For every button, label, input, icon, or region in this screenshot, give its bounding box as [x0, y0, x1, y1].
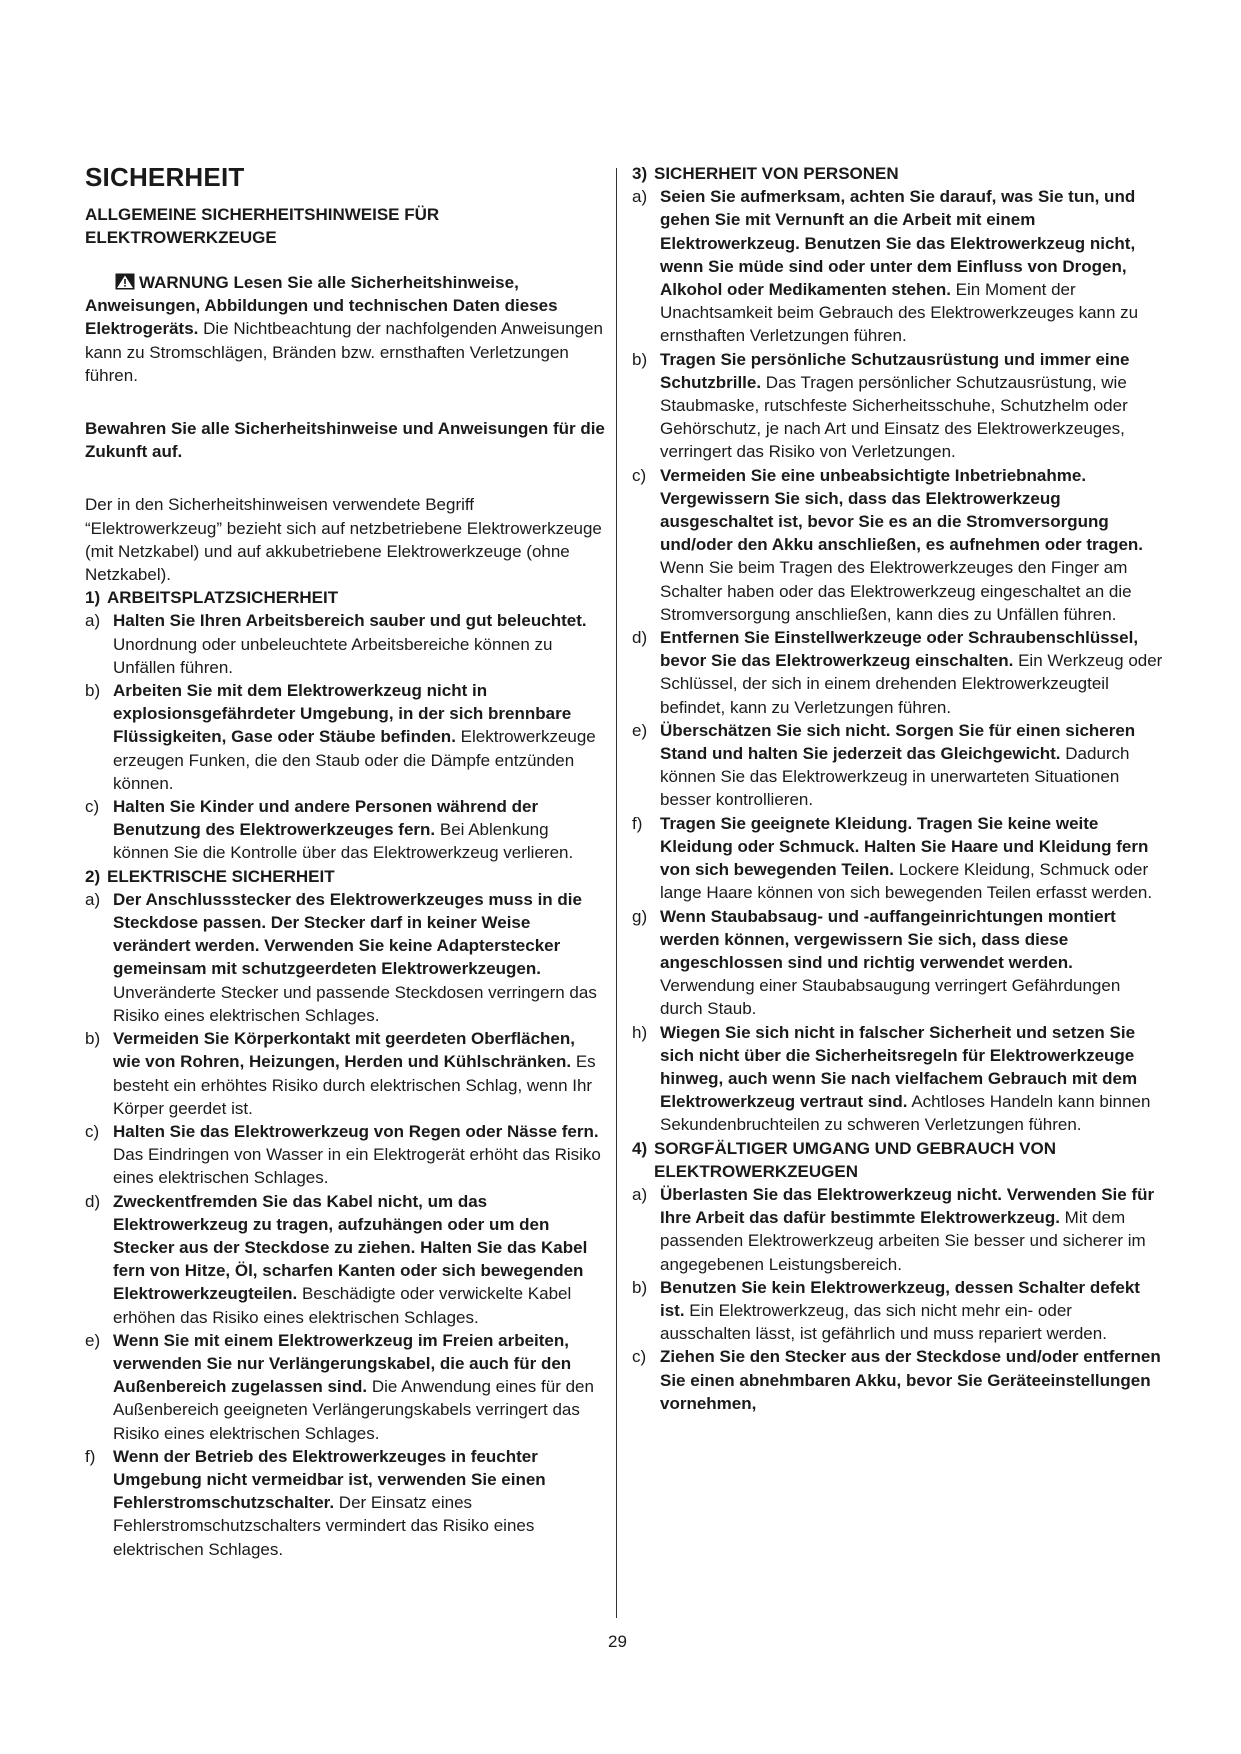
list-item: h) Wiegen Sie sich nicht in falscher Sicherheit und setzen Sie sich nicht über die Sicherheitsregeln für Elektrowerkzeuge hinweg, auch wenn Sie nach vielfachem Gebrauch mit dem Elektrowerkzeug vertraut sind. Achtloses Handeln kann binnen Sekundenbruchteilen zu schweren Verletzungen führen. — [632, 1022, 1151, 1135]
list-item: f) Wenn der Betrieb des Elektrowerkzeuges in feuchter Umgebung nicht vermeidbar ist, verwenden Sie einen Fehlerstromschutzschalter. Der Einsatz eines Fehlerstromschutzschalters vermindert das Risiko eines elektrischen Schlages. — [85, 1446, 546, 1559]
warning-paragraph: WARNUNG Lesen Sie alle Sicherheitshinweise, Anweisungen, Abbildungen und technischen Daten dieses Elektrogeräts. Die Nichtbeachtung der nachfolgenden Anweisungen kann zu Stromschlägen, Bränden bzw. ernsthaften Verletzungen führen. — [85, 273, 603, 385]
warning-triangle-icon — [115, 273, 135, 290]
list-item: a) Überlasten Sie das Elektrowerkzeug nicht. Verwenden Sie für Ihre Arbeit das dafür bestimmte Elektrowerkzeug. Mit dem passenden Elektrowerkzeug arbeiten Sie besser und sicherer im angegebenen Leistungsbereich. — [632, 1184, 1155, 1274]
list-item: d) Entfernen Sie Einstellwerkzeuge oder Schraubenschlüssel, bevor Sie das Elektrowerkzeug einschalten. Ein Werkzeug oder Schlüssel, der sich in einem drehenden Elektrowerkzeugteil befindet, kann zu Verletzungen führen. — [632, 628, 1163, 717]
section-title: SICHERHEIT — [85, 162, 245, 192]
column-divider — [616, 168, 617, 1618]
section-heading-2: 2) ELEKTRISCHE SICHERHEIT — [85, 866, 335, 886]
list-item: c) Halten Sie das Elektrowerkzeug von Regen oder Nässe fern. Das Eindringen von Wasser in ein Elektrogerät erhöht das Risiko eines elektrischen Schlages. — [85, 1121, 601, 1188]
list-item: c) Halten Sie Kinder und andere Personen während der Benutzung des Elektrowerkzeuges fern. Bei Ablenkung können Sie die Kontrolle über das Elektrowerkzeug verlieren. — [85, 797, 574, 863]
list-item: a) Der Anschlussstecker des Elektrowerkzeuges muss in die Steckdose passen. Der Stecker darf in keiner Weise verändert werden. Verwenden Sie keine Adapterstecker gemeinsam mit schutzgeerdeten Elektrowerkzeugen. Unveränderte Stecker und passende Steckdosen verringern das Risiko eines elektrischen Schlages. — [85, 889, 597, 1025]
list-item: e) Überschätzen Sie sich nicht. Sorgen Sie für einen sicheren Stand und halten Sie jederzeit das Gleichgewicht. Dadurch können Sie das Elektrowerkzeug in unerwarteten Situationen besser kontrollieren. — [632, 720, 1136, 810]
list-item: b) Benutzen Sie kein Elektrowerkzeug, dessen Schalter defekt ist. Ein Elektrowerkzeug, das sich nicht mehr ein- oder ausschalten lässt, ist gefährlich und muss repariert werden. — [632, 1277, 1140, 1344]
page-number: 29 — [608, 1632, 627, 1651]
list-item: b) Vermeiden Sie Körperkontakt mit geerdeten Oberflächen, wie von Rohren, Heizungen, Herden und Kühlschränken. Es besteht ein erhöhtes Risiko durch elektrischen Schlag, wenn Ihr Körper geerdet ist. — [85, 1029, 596, 1118]
list-item: e) Wenn Sie mit einem Elektrowerkzeug im Freien arbeiten, verwenden Sie nur Verlängerungskabel, die auch für den Außenbereich zugelassen sind. Die Anwendung eines für den Außenbereich geeigneten Verlängerungskabels verringert das Risiko eines elektrischen Schlages. — [85, 1330, 594, 1443]
section-heading-1: 1) ARBEITSPLATZSICHERHEIT — [85, 588, 339, 608]
list-item: f) Tragen Sie geeignete Kleidung. Tragen Sie keine weite Kleidung oder Schmuck. Halten Sie Haare und Kleidung fern von sich bewegenden Teilen. Lockere Kleidung, Schmuck oder lange Haare können von sich bewegenden Teilen erfasst werden. — [632, 813, 1153, 903]
left-column — [85, 162, 605, 1561]
term-definition: Der in den Sicherheitshinweisen verwendete Begriff “Elektrowerkzeug” bezieht sich auf netzbetriebene Elektrowerkzeuge (mit Netzkabel) und auf akkubetriebene Elektrowerkzeuge (ohne Netzkabel). — [85, 495, 602, 585]
list-item: g) Wenn Staubabsaug- und -auffangeinrichtungen montiert werden können, vergewissern Sie sich, dass diese angeschlossen sind und richtig verwendet werden. Verwendung einer Staubabsaugung verringert Gefährdungen durch Staub. — [632, 906, 1121, 1019]
list-item: d) Zweckentfremden Sie das Kabel nicht, um das Elektrowerkzeug zu tragen, aufzuhängen oder um den Stecker aus der Steckdose zu ziehen. Halten Sie das Kabel fern von Hitze, Öl, scharfen Kanten oder sich bewegenden Elektrowerkzeugteilen. Beschädigte oder verwickelte Kabel erhöhen das Risiko eines elektrischen Schlages. — [85, 1191, 588, 1327]
list-item: c) Ziehen Sie den Stecker aus der Steckdose und/oder entfernen Sie einen abnehmbaren Akku, bevor Sie Geräteeinstellungen vornehmen, — [632, 1347, 1161, 1413]
right-column — [632, 162, 1164, 1415]
list-item: b) Arbeiten Sie mit dem Elektrowerkzeug nicht in explosionsgefährdeter Umgebung, in der sich brennbare Flüssigkeiten, Gase oder Stäube befinden. Elektrowerkzeuge erzeugen Funken, die den Staub oder die Dämpfe entzünden können. — [85, 681, 596, 793]
list-item: b) Tragen Sie persönliche Schutzausrüstung und immer eine Schutzbrille. Das Tragen persönlicher Schutzausrüstung, wie Staubmaske, rutschfeste Sicherheitsschuhe, Schutzhelm oder Gehörschutz, je nach Art und Einsatz des Elektrowerkzeuges, verringert das Risiko von Verletzungen. — [632, 349, 1130, 462]
list-item: c) Vermeiden Sie eine unbeabsichtigte Inbetriebnahme. Vergewissern Sie sich, dass das Elektrowerkzeug ausgeschaltet ist, bevor Sie es an die Stromversorgung und/oder den Akku anschließen, es aufnehmen oder tragen. Wenn Sie beim Tragen des Elektrowerkzeuges den Finger am Schalter haben oder das Elektrowerkzeug eingeschaltet an die Stromversorgung anschließen, kann dies zu Unfällen führen. — [632, 465, 1144, 624]
list-item: a) Seien Sie aufmerksam, achten Sie darauf, was Sie tun, und gehen Sie mit Vernunft an die Arbeit mit einem Elektrowerkzeug. Benutzen Sie das Elektrowerkzeug nicht, wenn Sie müde sind oder unter dem Einfluss von Drogen, Alkohol oder Medikamenten stehen. Ein Moment der Unachtsamkeit beim Gebrauch des Elektrowerkzeuges kann zu ernsthaften Verletzungen führen. — [632, 187, 1139, 346]
section-heading-4: 4) SORGFÄLTIGER UMGANG UND GEBRAUCH VON ELEKTROWERKZEUGEN — [632, 1138, 1057, 1181]
keep-instructions: Bewahren Sie alle Sicherheitshinweise und Anweisungen für die Zukunft auf. — [85, 419, 605, 462]
section-subtitle: ALLGEMEINE SICHERHEITSHINWEISE FÜR ELEKTROWERKZEUGE — [85, 205, 440, 247]
section-heading-3: 3) SICHERHEIT VON PERSONEN — [632, 164, 899, 183]
list-item: a) Halten Sie Ihren Arbeitsbereich sauber und gut beleuchtet. Unordnung oder unbeleuchtete Arbeitsbereiche können zu Unfällen führen. — [85, 611, 587, 677]
